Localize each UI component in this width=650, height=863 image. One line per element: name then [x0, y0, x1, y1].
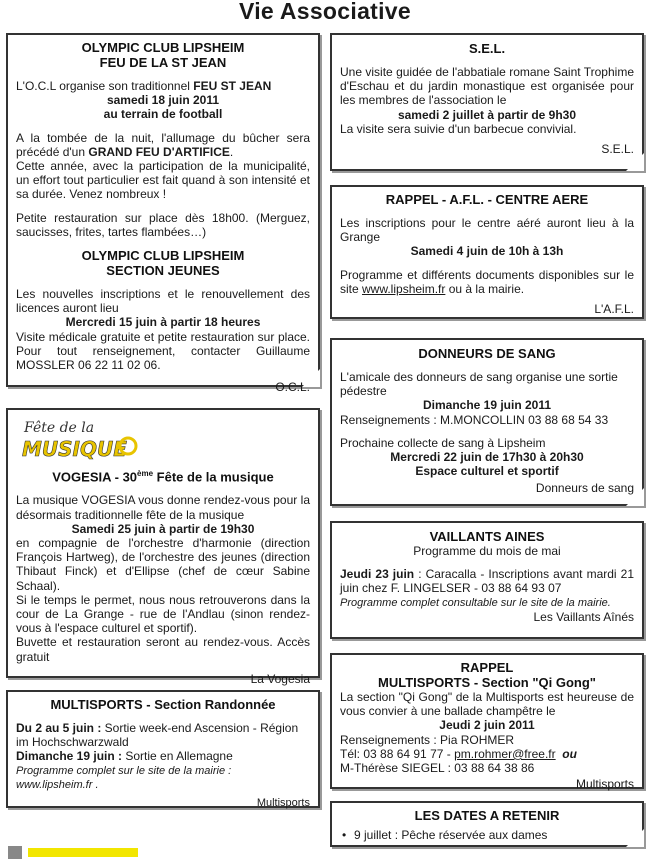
ocl-p3: Cette année, avec la participation de la municipalité, un effort tout particulier est fait quand à son intensité et sa durée. Venez nombreux ! — [16, 159, 310, 202]
qigong-title2: MULTISPORTS - Section "Qi Gong" — [378, 675, 596, 690]
ocl-title-jeunes: OLYMPIC CLUB LIPSHEIM — [81, 248, 245, 264]
qigong-phone: Tél: 03 88 64 91 77 - — [340, 746, 455, 761]
page-fold-corner — [626, 488, 644, 506]
qigong-contact1: Renseignements : Pia ROHMER — [340, 732, 515, 747]
sang-p2: Prochaine collecte de sang à Lipsheim — [340, 435, 546, 450]
sel-date: samedi 2 juillet à partir de 9h30 — [397, 107, 577, 122]
footer-gray-square — [8, 846, 22, 859]
afl-p2: Programme et différents documents disponibles sur le site — [340, 267, 634, 296]
aines-signature: Les Vaillants Aînés — [533, 609, 634, 624]
page-fold-corner — [302, 369, 320, 387]
rando-date2: Dimanche 19 juin : — [16, 749, 123, 764]
sel-p1: Une visite guidée de l'abbatiale romane Saint Trophime d'Eschau et du jardin monastique est organisée pour les membres de l'association le — [340, 65, 634, 108]
aines-subtitle: Programme du mois de mai — [413, 544, 561, 558]
logo-text-fete: Fête de la — [24, 420, 95, 436]
fete-p4: Buvette et restauration seront au rendez-vous. Accès gratuit — [16, 635, 310, 664]
ocl-p6: Visite médicale gratuite et petite restauration sur place. Pour tout renseignement, contacter Guillaume MOSSLER 06 22 11 02 06. — [16, 329, 310, 373]
rando-title: MULTISPORTS - Section Randonnée — [50, 697, 276, 712]
page-fold-corner — [626, 829, 644, 847]
sang-title: DONNEURS DE SANG — [418, 346, 556, 361]
qigong-signature: Multisports — [575, 777, 634, 792]
ocl-p4: Petite restauration sur place dès 18h00. (Merguez, saucisses, frites, tartes flambées…) — [16, 210, 310, 239]
fete-signature: La Vogesia — [250, 671, 310, 686]
qigong-or: ou — [562, 746, 577, 761]
dates-article — [330, 801, 644, 847]
rando-signature: Multisports — [256, 797, 310, 810]
fete-musique-logo — [20, 416, 140, 462]
rando-note: Programme complet sur le site de la mairie : www.lipsheim.fr . — [16, 764, 232, 791]
ocl-p2: A la tombée de la nuit, l'allumage du bûcher sera précédé d'un — [16, 130, 310, 159]
ocl-date: samedi 18 juin 2011 — [106, 93, 220, 108]
sang-p1: L'amicale des donneurs de sang organise une sortie pédestre — [340, 370, 618, 399]
rando-article — [6, 690, 320, 808]
qigong-title1: RAPPEL — [460, 660, 514, 675]
afl-p1: Les inscriptions pour le centre aéré auront lieu à la Grange — [340, 216, 634, 245]
ocl-p2-end: . — [229, 144, 234, 159]
ocl-place: au terrain de football — [103, 107, 223, 122]
qigong-p1: La section "Qi Gong" de la Multisports est heureuse de vous convier à une ballade champêtre le — [340, 690, 634, 719]
afl-signature: L'A.F.L. — [594, 302, 634, 317]
sel-title: S.E.L. — [468, 41, 506, 56]
sang-date2: Mercredi 22 juin de 17h30 à 20h30 — [390, 450, 584, 465]
ocl-subtitle: FEU DE LA ST JEAN — [99, 55, 227, 70]
aines-date: Jeudi 23 juin — [340, 567, 415, 582]
ocl-subtitle-jeunes: SECTION JEUNES — [106, 263, 220, 279]
ocl-p5: Les nouvelles inscriptions et le renouvellement des licences auront lieu — [16, 287, 310, 316]
aines-note: Programme complet consultable sur le site de la mairie. — [340, 596, 611, 609]
fete-p3: Si le temps le permet, nous nous retrouverons dans la cour de La Grange - rue de l'Andlau (sinon rendez-vous à l'espace culturel et sportif). — [16, 592, 310, 636]
logo-text-musique: MUSIQUE — [22, 437, 127, 461]
qigong-article — [330, 653, 644, 792]
sel-p2: La visite sera suivie d'un barbecue convivial. — [340, 121, 577, 136]
qigong-email-link[interactable]: pm.rohmer@free.fr — [454, 746, 556, 761]
ocl-event-name: FEU ST JEAN — [193, 79, 272, 93]
sang-article — [330, 338, 644, 506]
rando-date1: Du 2 au 5 juin : — [16, 721, 102, 735]
ocl-fireworks: GRAND FEU D'ARTIFICE — [88, 144, 230, 159]
footer-yellow-bar — [28, 848, 138, 857]
dates-title: LES DATES A RETENIR — [414, 808, 560, 823]
sang-date1: Dimanche 19 juin 2011 — [422, 398, 552, 413]
page-title: Vie Associative — [239, 0, 411, 24]
ocl-signature: O.C.L. — [275, 380, 310, 395]
aines-title: VAILLANTS AINES — [429, 529, 545, 544]
fete-date: Samedi 25 juin à partir de 19h30 — [71, 521, 255, 536]
afl-date: Samedi 4 juin de 10h à 13h — [410, 244, 564, 259]
fete-musique-article — [6, 408, 320, 686]
afl-p2-end: ou à la mairie. — [445, 281, 525, 296]
sang-signature: Donneurs de sang — [535, 481, 634, 496]
afl-article — [330, 185, 644, 319]
qigong-date: Jeudi 2 juin 2011 — [439, 718, 535, 733]
aines-article — [330, 521, 644, 639]
sang-contact: Renseignements : M.MONCOLLIN 03 88 68 54 33 — [340, 412, 609, 427]
rando-l2: Sortie en Allemagne — [122, 749, 233, 764]
ocl-date-jeunes: Mercredi 15 juin à partir 18 heures — [65, 315, 261, 330]
qigong-contact3: M-Thérèse SIEGEL : 03 88 64 38 86 — [340, 761, 535, 776]
afl-website-link[interactable]: www.lipsheim.fr — [362, 281, 446, 296]
fete-title-pre: VOGESIA - 30 — [52, 469, 138, 485]
page-fold-corner — [626, 153, 644, 171]
rando-l1: Sortie week-end Ascension - Région im Hochschwarzwald — [16, 721, 299, 750]
fete-p2: en compagnie de l'orchestre d'harmonie (direction François Hartweg), de l'orchestre des jeunes (direction Thibaut Finck) et d'Ellipse (chef de cœur Sabine Schaal). — [16, 535, 310, 593]
afl-title: RAPPEL - A.F.L. - CENTRE AERE — [385, 192, 589, 207]
sel-article — [330, 33, 644, 171]
aines-l1: : Caracalla - Inscriptions avant mardi 21 juin chez F. LINGELSER - 03 88 64 93 07 — [340, 567, 634, 596]
fete-title-post: Fête de la musique — [153, 469, 274, 485]
ocl-intro: L'O.C.L organise son traditionnel — [16, 79, 194, 93]
ocl-article — [6, 33, 320, 395]
dates-item: • 9 juillet : Pêche réservée aux dames — [340, 828, 634, 842]
fete-title — [16, 466, 310, 484]
sang-place: Espace culturel et sportif — [415, 464, 559, 479]
sel-signature: S.E.L. — [601, 142, 634, 157]
fete-title-sup: ème — [137, 469, 154, 478]
ocl-title: OLYMPIC CLUB LIPSHEIM — [81, 40, 245, 55]
fete-p1: La musique VOGESIA vous donne rendez-vous pour la désormais traditionnelle fête de la musique — [16, 493, 310, 522]
